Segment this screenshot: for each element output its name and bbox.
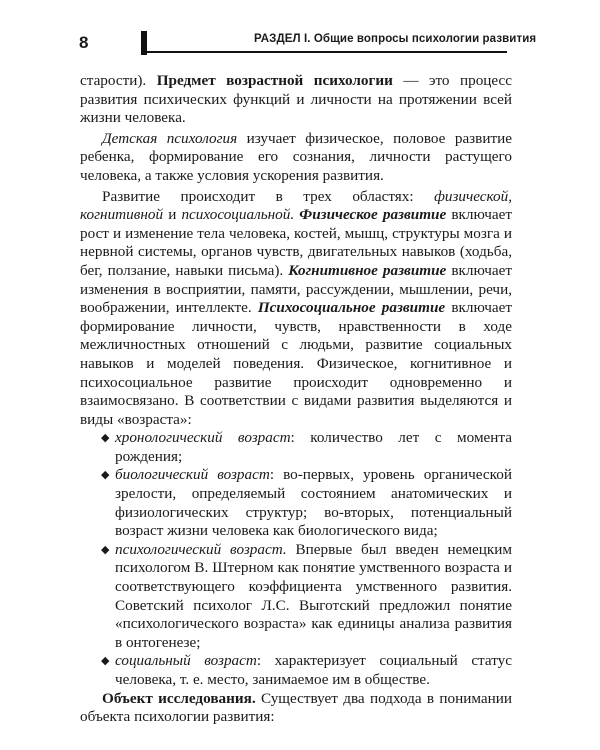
term-chronological-age: хронологический возраст xyxy=(115,429,291,447)
header-rule xyxy=(147,51,507,53)
paragraph-research-object xyxy=(80,690,512,727)
term-psychosocial-development: Психосоциальное развитие xyxy=(257,299,446,317)
section-title: РАЗДЕЛ I. Общие вопросы психологии развития xyxy=(254,33,537,45)
bullet-diamond-icon: ◆ xyxy=(101,469,110,482)
paragraph-development-areas xyxy=(80,188,512,430)
text-run: включает рост и изменение тела человека, костей, мышц, структуры мозга и нервной системы, органов чувств, двигательных навыков (ходьба, бег, ползание, навыки письма). xyxy=(80,206,512,279)
term-physical-development: Физическое развитие xyxy=(299,206,447,224)
text-run: и xyxy=(163,206,182,224)
text-run: изучает физическое, половое развитие ребенка, формирование его сознания, личности растущего человека, а также условия ускорения развития. xyxy=(80,129,512,184)
page-body xyxy=(80,72,512,727)
page-number: 8 xyxy=(79,33,89,52)
text-run: включает формирование личности, чувств, нравственности в ходе межличностных отношений с людьми, развитие социальных навыков и моделей поведения. Физическое, когнитивное и психосоциальное развитие происходит одновременно и взаимосвязано. В соответствии с видами развития выделяются и виды «возраста»: xyxy=(80,299,512,428)
term-child-psychology: Детская психология xyxy=(102,129,238,147)
text-run: : характеризует социальный статус человека, т. е. место, занимаемое им в обществе. xyxy=(115,652,513,688)
text-run: включает изменения в восприятии, памяти, рассуждении, мышлении, речи, воображении, интеллекте. xyxy=(80,261,512,317)
bullet-diamond-icon: ◆ xyxy=(101,655,110,668)
term-research-object: Объект исследования. xyxy=(102,689,256,707)
paragraph-child-psychology xyxy=(80,130,512,186)
text-run: Впервые был введен немецким психологом В. Штерном как понятие умственного возраста и соответствующего коэффициента умственного развития. Советский психолог Л.С. Выготский предложил понятие «психологического возраста» как единицы анализа развития в онтогенезе; xyxy=(115,540,512,651)
text-run: Существует два подхода в понимании объекта психологии развития: xyxy=(80,689,513,726)
age-types-list xyxy=(80,429,512,689)
term-psychological-age: психологический возраст. xyxy=(115,540,287,558)
list-item xyxy=(101,429,512,466)
paragraph-subject xyxy=(80,72,512,128)
bullet-diamond-icon: ◆ xyxy=(101,432,110,445)
list-item xyxy=(101,466,512,540)
text-run: : во-первых, уровень органической зрелости, определяемый состоянием анатомических и физиологических структур; во-вторых, потенциальный возраст жизни человека как биологического вида; xyxy=(115,466,512,540)
term-psychosocial: психосоциальной. xyxy=(181,206,295,224)
term-biological-age: биологический возраст xyxy=(115,466,270,484)
text-run: старости). xyxy=(80,72,157,89)
running-header xyxy=(0,0,600,70)
term-subject: Предмет возрастной психологии xyxy=(156,72,393,89)
term-physical-cognitive: физической, когнитивной xyxy=(80,187,512,224)
term-cognitive-development: Когнитивное развитие xyxy=(288,261,447,279)
text-run: — это процесс развития психических функций и личности на протяжении всей жизни человека. xyxy=(80,72,513,127)
list-item xyxy=(101,540,512,653)
text-run: Развитие происходит в трех областях: xyxy=(102,187,435,205)
term-social-age: социальный возраст xyxy=(115,652,257,670)
bullet-diamond-icon: ◆ xyxy=(101,543,110,556)
list-item xyxy=(101,652,513,689)
text-run: : количество лет с момента рождения; xyxy=(115,429,512,465)
